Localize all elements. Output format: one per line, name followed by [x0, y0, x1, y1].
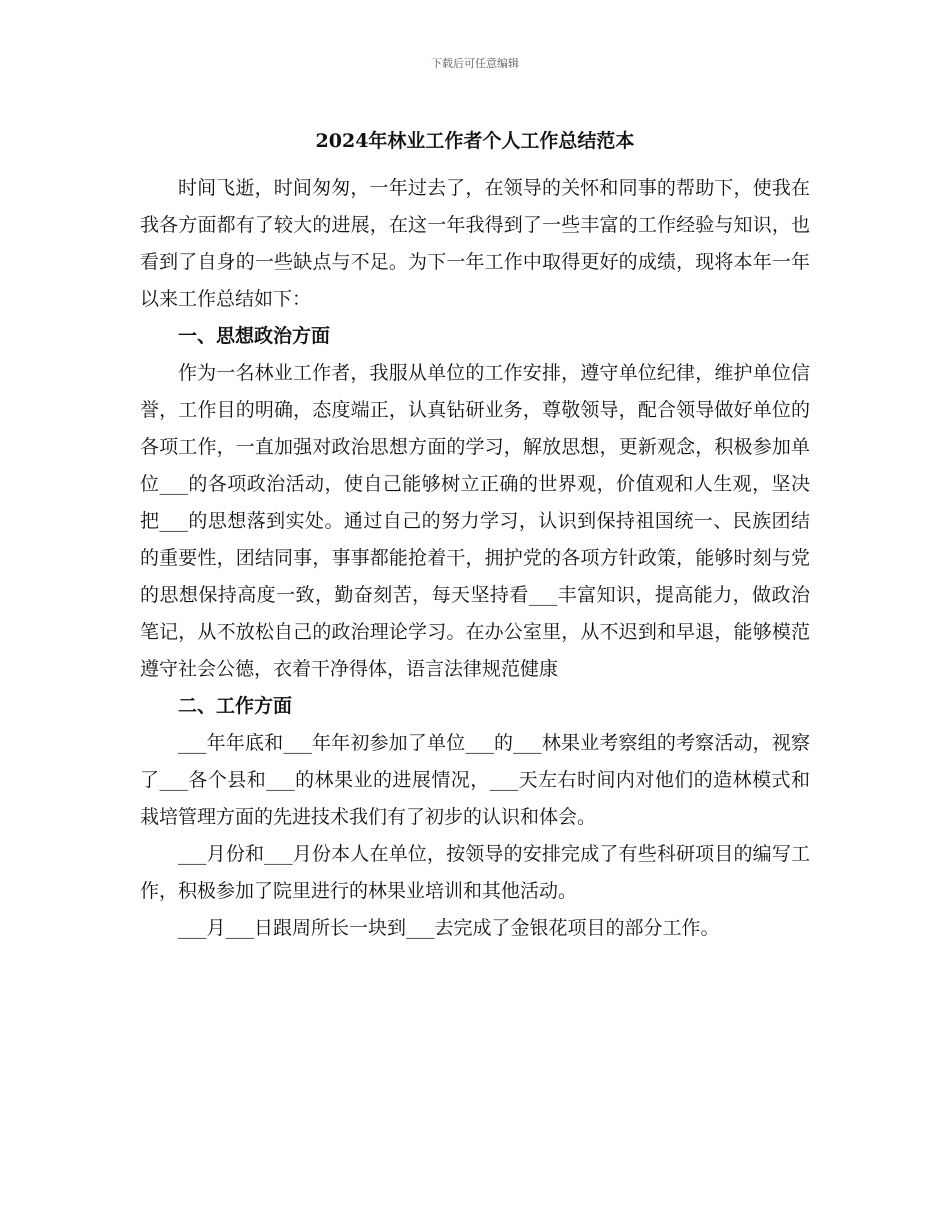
paragraph-intro: 时间飞逝，时间匆匆，一年过去了，在领导的关怀和同事的帮助下，使我在我各方面都有了较大的进展，在这一年我得到了一些丰富的工作经验与知识，也看到了自身的一些缺点与不足。为下一年工作中取得更好的成绩，现将本年一年以来工作总结如下： — [140, 177, 810, 310]
section-heading-political: 一、思想政治方面 — [178, 325, 331, 347]
document-body — [140, 170, 810, 947]
section-heading-work: 二、工作方面 — [178, 695, 293, 717]
paragraph-work-inspection: ___年年底和___年年初参加了单位___的___林果业考察组的考察活动，视察了___各个县和___的林果业的进展情况，___天左右时间内对他们的造林模式和栽培管理方面的先进技术我们有了初步的认识和体会。 — [140, 732, 810, 828]
document-title: 2024年林业工作者个人工作总结范本 — [315, 130, 635, 152]
paragraph-work-research: ___月份和___月份本人在单位，按领导的安排完成了有些科研项目的编写工作，积极参加了院里进行的林果业培训和其他活动。 — [140, 843, 810, 902]
page-header: 下载后可任意编辑 — [431, 57, 519, 70]
paragraph-work-project: ___月___日跟周所长一块到___去完成了金银花项目的部分工作。 — [178, 917, 720, 939]
paragraph-political: 作为一名林业工作者，我服从单位的工作安排，遵守单位纪律，维护单位信誉，工作目的明确，态度端正，认真钻研业务，尊敬领导，配合领导做好单位的各项工作，一直加强对政治思想方面的学习，解放思想，更新观念，积极参加单位___的各项政治活动，使自己能够树立正确的世界观，价值观和人生观，坚决把___的思想落到实处。通过自己的努力学习，认识到保持祖国统一、民族团结的重要性，团结同事，事事都能抢着干，拥护党的各项方针政策，能够时刻与党的思想保持高度一致，勤奋刻苦，每天坚持看___丰富知识，提高能力，做政治笔记，从不放松自己的政治理论学习。在办公室里，从不迟到和早退，能够模范遵守社会公德，衣着干净得体，语言法律规范健康 — [140, 362, 810, 680]
